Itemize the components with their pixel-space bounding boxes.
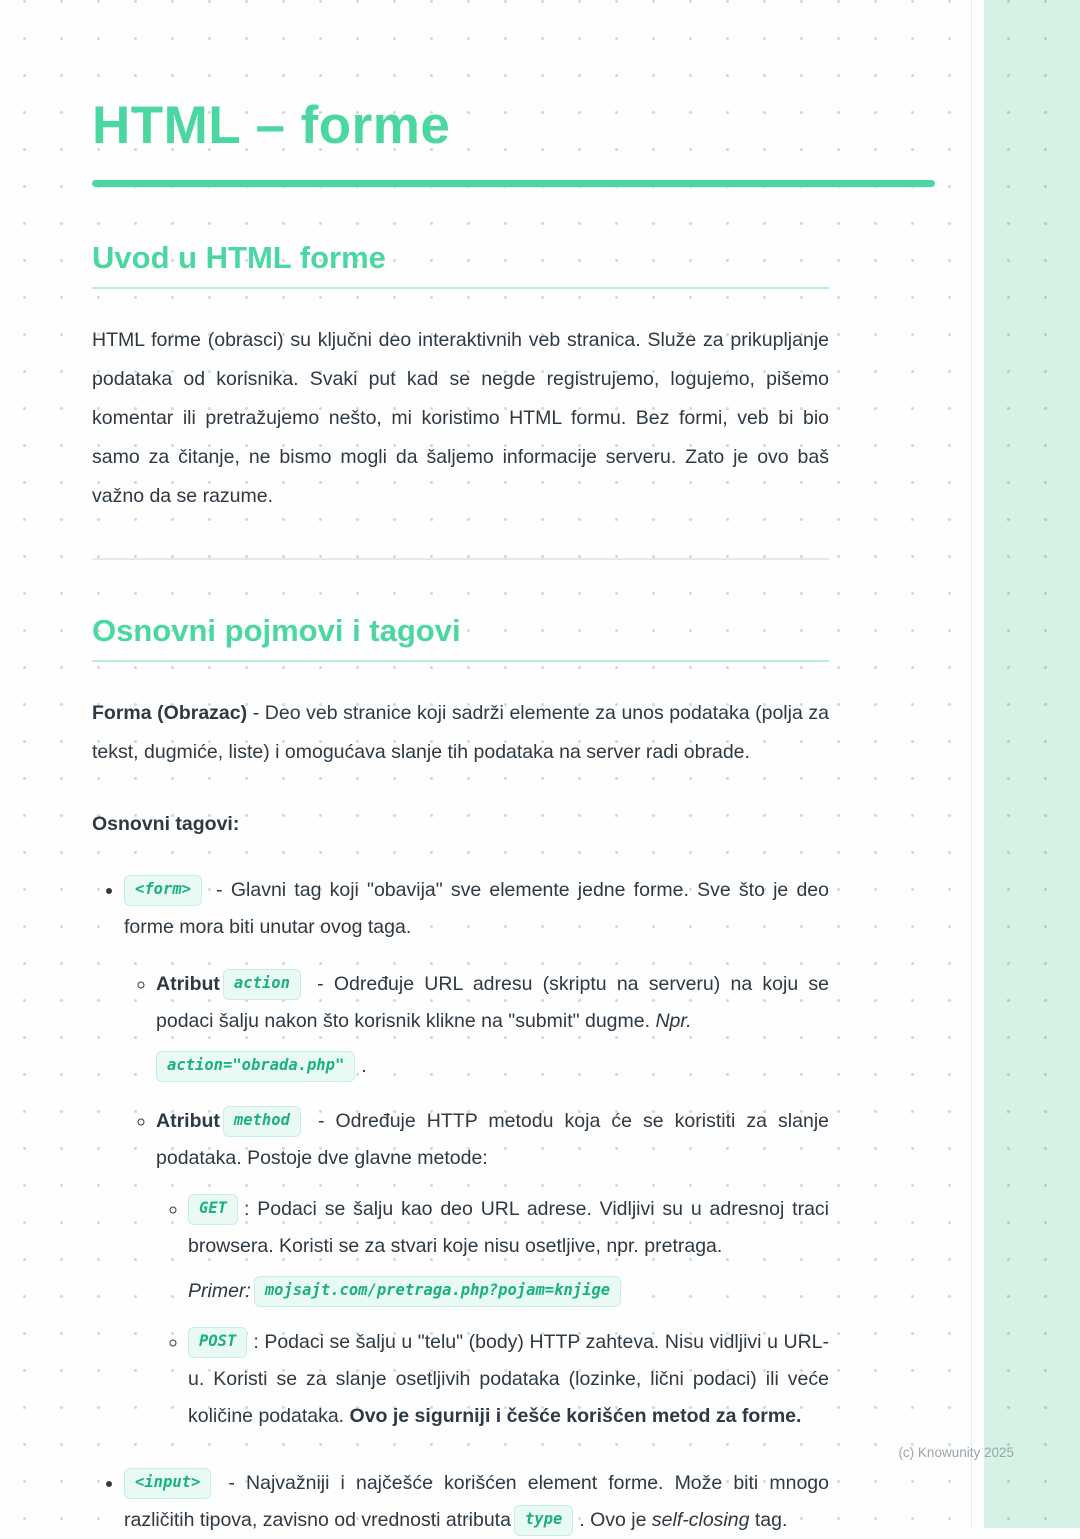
concepts-heading: Osnovni pojmovi i tagovi [92,613,461,648]
page-title: HTML – forme [92,96,451,155]
post-method-text: : Podaci se šalju u "telu" (body) HTTP zahteva. Nisu vidljivi u URL-u. Koristi se za slanje osetljivih podataka (lozinke, lični podaci) ili veće količine podataka. [188,1331,829,1427]
form-tag-chip: <form> [124,875,202,906]
intro-heading: Uvod u HTML forme [92,240,386,275]
action-attr-chip: action [223,969,301,1000]
action-attr-text: - Određuje URL adresu (skriptu na serveru) na koju se podaci šalju nakon što korisnik klikne na "submit" dugme. [156,973,829,1032]
action-code-period: . [361,1055,367,1077]
intro-paragraph: HTML forme (obrasci) su ključni deo interaktivnih veb stranica. Služe za prikupljanje podataka od korisnika. Svaki put kad se negde registrujemo, logujemo, pišemo komentar ili pretražujemo nešto, mi koristimo HTML formu. Bez formi, veb bi bio samo za čitanje, ne bismo mogli da šaljemo informacije serveru. Zato je ovo baš važno da se razume. [92,329,829,507]
list-item-form-tag [124,872,829,1435]
get-url-code-chip: mojsajt.com/pretraga.php?pojam=knjige [254,1276,621,1307]
action-example-label: Npr. [655,1010,692,1032]
self-closing-italic: self-closing [651,1509,750,1531]
get-example-label: Primer: [188,1280,251,1302]
definition-text: - Deo veb stranice koji sadrži elemente za unos podataka (polja za tekst, dugmiće, liste) i omogućava slanje tih podataka na server radi obrade. [92,702,829,763]
title-underline [92,180,935,187]
get-method-text: : Podaci se šalju kao deo URL adrese. Vidljivi su u adresnoj traci browsera. Koristi se za stvari koje nisu osetljive, npr. pretraga. [188,1198,829,1257]
form-attributes-list [124,966,829,1435]
list-item-method-attr [156,1103,829,1435]
section-intro [92,239,829,516]
type-attr-chip: type [514,1505,573,1536]
http-methods-list [156,1191,829,1435]
section-divider [92,558,829,560]
notes-content [92,0,829,1539]
list-item-action-attr [156,966,829,1085]
method-attr-chip: method [223,1106,301,1137]
post-method-chip: POST [188,1327,247,1358]
post-method-bold-note: Ovo je sigurniji i češće korišćen metod za forme. [349,1405,802,1427]
tags-list [92,872,829,1539]
form-tag-text: - Glavni tag koji "obavija" sve elemente jedne forme. Sve što je deo forme mora biti unutar ovog taga. [124,879,829,938]
input-tag-text-2: . Ovo je [579,1509,652,1531]
input-tag-text-1: - Najvažniji i najčešće korišćen element forme. Može biti mnogo različitih tipova, zavisno od vrednosti atributa [124,1472,829,1531]
intro-heading-rule [92,287,829,289]
action-attr-label: Atribut [156,973,220,995]
method-attr-text: - Određuje HTTP metodu koja će se koristiti za slanje podataka. Postoje dve glavne metode: [156,1110,829,1169]
action-code-line [156,1048,829,1085]
method-attr-label: Atribut [156,1110,220,1132]
input-tag-chip: <input> [124,1468,211,1499]
page-edge-line [971,0,972,1528]
get-example-line [188,1273,829,1310]
get-method-chip: GET [188,1194,238,1225]
tags-label: Osnovni tagovi: [92,813,240,835]
input-tag-text-3: tag. [749,1509,788,1531]
concepts-heading-rule [92,660,829,662]
side-accent-strip [984,0,1080,1528]
list-item-get-method [188,1191,829,1310]
action-code-chip: action="obrada.php" [156,1051,355,1082]
footer-credit: (c) Knowunity 2025 [898,1445,1014,1460]
list-item-post-method [188,1324,829,1435]
definition-term: Forma (Obrazac) [92,702,248,724]
definition-paragraph [92,694,829,772]
section-concepts [92,612,829,1539]
